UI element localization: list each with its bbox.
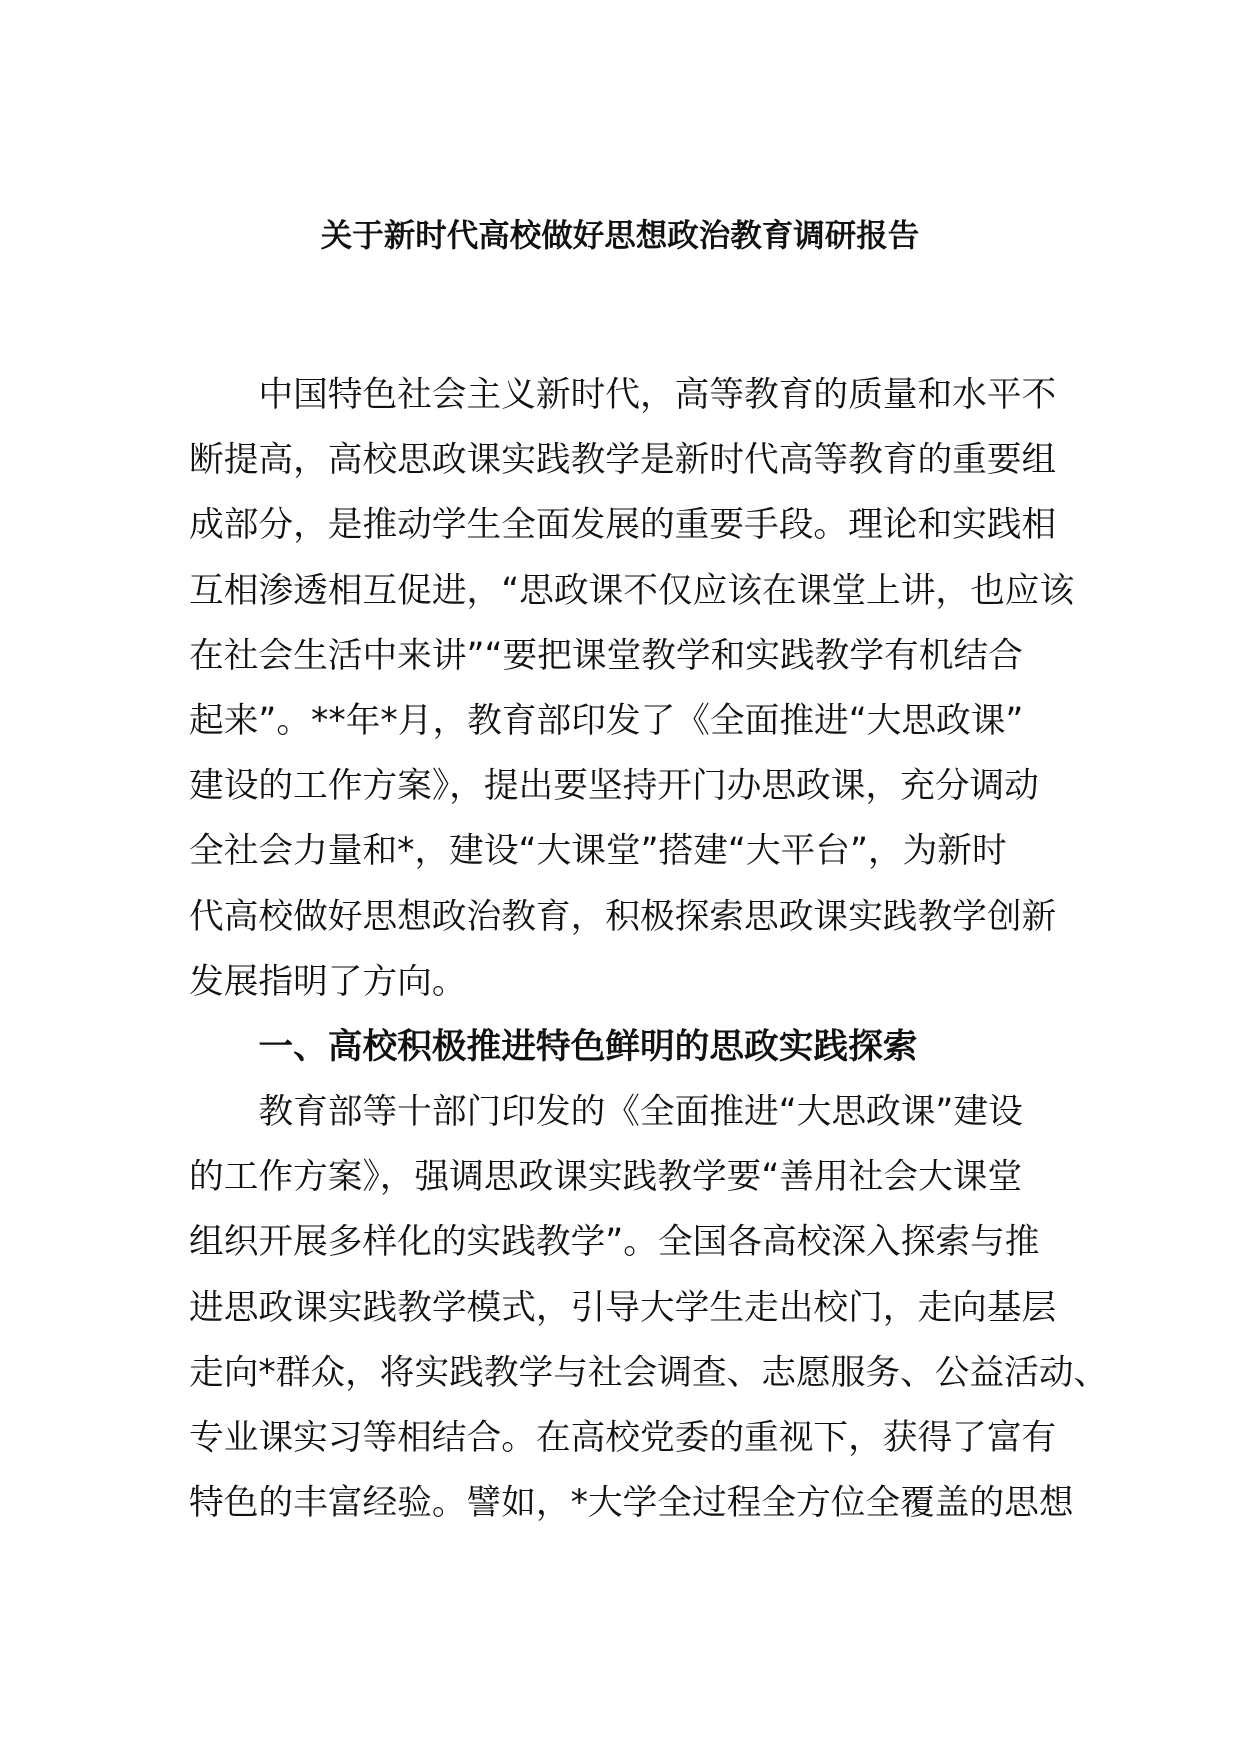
paragraph-line: 专业课实习等相结合。在高校党委的重视下，获得了富有 <box>189 1418 1057 1458</box>
paragraph-line: 进思政课实践教学模式，引导大学生走出校门，走向基层 <box>189 1287 1057 1328</box>
paragraph-line: 起来”。**年*月，教育部印发了《全面推进“大思政课” <box>189 700 1024 741</box>
section-heading: 一、高校积极推进特色鲜明的思政实践探索 <box>258 1026 918 1067</box>
paragraph-line: 在社会生活中来讲”“要把课堂教学和实践教学有机结合 <box>189 635 1023 676</box>
paragraph-line: 代高校做好思想政治教育，积极探索思政课实践教学创新 <box>189 896 1057 937</box>
paragraph-line: 建设的工作方案》，提出要坚持开门办思政课，充分调动 <box>189 766 1039 807</box>
paragraph-line: 走向*群众，将实践教学与社会调查、志愿服务、公益活动、 <box>189 1352 1109 1393</box>
paragraph-line: 组织开展多样化的实践教学”。全国各高校深入探索与推 <box>189 1222 1040 1263</box>
document-body <box>189 363 1109 1536</box>
paragraph-line: 成部分，是推动学生全面发展的重要手段。理论和实践相 <box>189 505 1057 546</box>
paragraph-line: 发展指明了方向。 <box>189 961 467 1002</box>
paragraph-line: 特色的丰富经验。譬如，*大学全过程全方位全覆盖的思想 <box>189 1483 1074 1524</box>
paragraph-line: 的工作方案》，强调思政课实践教学要“善用社会大课堂 <box>189 1157 1023 1198</box>
paragraph-1 <box>189 363 1089 1015</box>
document-title: 关于新时代高校做好思想政治教育调研报告 <box>320 218 920 254</box>
paragraph-line: 断提高，高校思政课实践教学是新时代高等教育的重要组 <box>189 440 1057 481</box>
paragraph-2 <box>189 1080 1109 1536</box>
paragraph-line: 中国特色社会主义新时代，高等教育的质量和水平不 <box>258 375 1057 415</box>
paragraph-line: 互相渗透相互促进，“思政课不仅应该在课堂上讲，也应该 <box>189 570 1075 611</box>
paragraph-line: 全社会力量和*，建设“大课堂”搭建“大平台”，为新时 <box>189 831 1007 872</box>
paragraph-line: 教育部等十部门印发的《全面推进“大思政课”建设 <box>258 1092 1023 1133</box>
